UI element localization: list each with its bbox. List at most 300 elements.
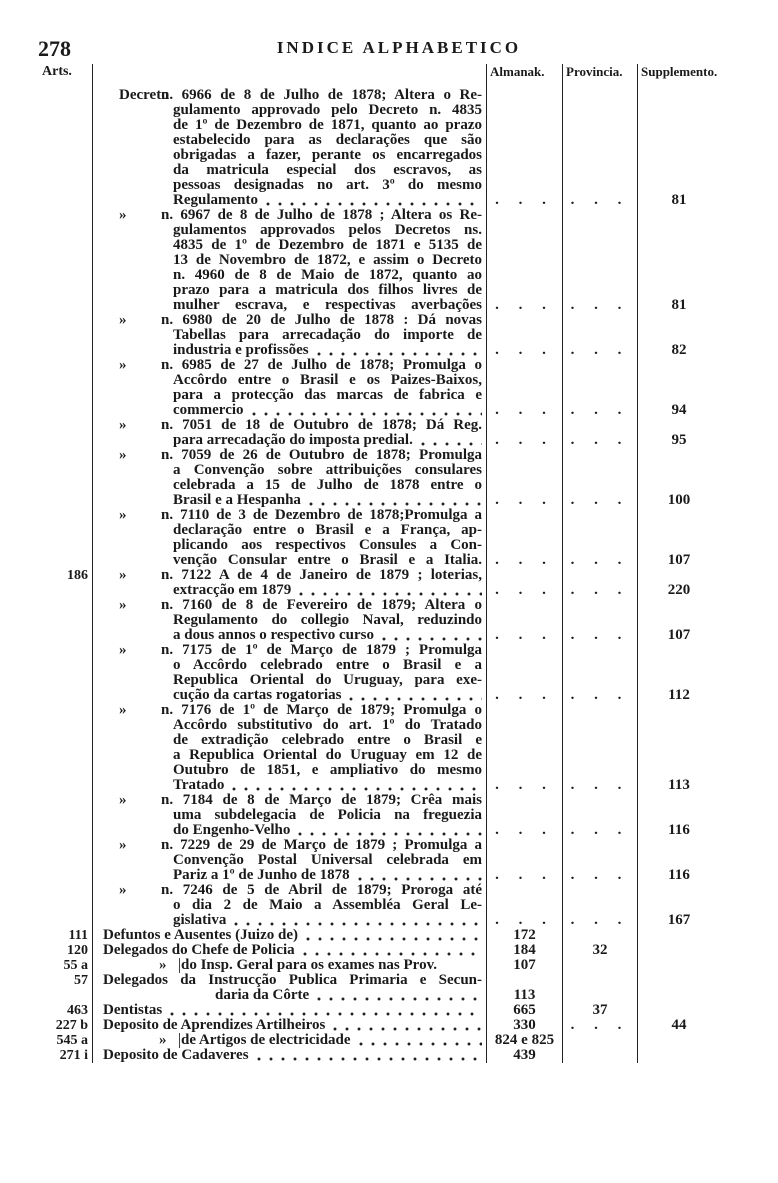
entry-text-cell	[92, 103, 487, 118]
provincia-page	[563, 853, 638, 868]
provincia-page: . . .	[563, 868, 638, 883]
entry-text-cell	[92, 523, 487, 538]
supplemento-page: 113	[668, 777, 690, 793]
supplemento-page	[638, 508, 720, 523]
entry-text-cell	[92, 1003, 487, 1018]
dot-leader	[329, 1018, 482, 1033]
entry-text-cell	[92, 193, 487, 208]
table-row	[30, 448, 723, 463]
table-row	[30, 733, 723, 748]
entry-text-cell	[92, 328, 487, 343]
ditto-mark: »	[119, 792, 127, 808]
entry-text: Tratado	[173, 778, 225, 793]
ditto-mark: »	[119, 837, 127, 853]
table-row	[30, 943, 723, 958]
entry-text-line	[161, 703, 482, 718]
supplemento-page	[638, 328, 720, 343]
supplemento-page	[638, 388, 720, 403]
almanak-page	[487, 598, 563, 613]
entry-text-line	[173, 463, 482, 478]
almanak-page	[487, 853, 563, 868]
arts-number	[30, 988, 92, 1003]
supplemento-page	[638, 703, 720, 718]
entry-text: Republica Oriental do Uruguay, para exe-	[173, 673, 482, 688]
almanak-page	[487, 118, 563, 133]
entry-text-cell	[92, 793, 487, 808]
entry-text-line	[173, 493, 482, 508]
arts-number	[30, 478, 92, 493]
almanak-page	[487, 463, 563, 478]
almanak-page	[487, 838, 563, 853]
almanak-page	[487, 703, 563, 718]
arts-number	[30, 463, 92, 478]
entry-text-line	[103, 1048, 482, 1063]
almanak-page	[487, 268, 563, 283]
almanak-page: . . .	[487, 343, 563, 358]
entry-text-line	[173, 823, 482, 838]
dot-leader	[294, 823, 482, 838]
provincia-page: . . .	[563, 778, 638, 793]
supplemento-page	[638, 838, 720, 853]
table-row	[30, 133, 723, 148]
dot-leader	[313, 988, 482, 1003]
provincia-page	[563, 418, 638, 433]
almanak-page	[487, 643, 563, 658]
supplemento-page	[638, 163, 720, 178]
table-row	[30, 223, 723, 238]
provincia-page: . . .	[563, 823, 638, 838]
entry-text-cell	[92, 628, 487, 643]
almanak-page: . . .	[487, 298, 563, 313]
header-almanak: Almanak.	[487, 64, 563, 88]
entry-text-cell	[92, 163, 487, 178]
table-row	[30, 583, 723, 598]
entry-text-line	[173, 733, 482, 748]
almanak-page	[487, 358, 563, 373]
table-row	[30, 553, 723, 568]
entry-text-line	[173, 748, 482, 763]
almanak-page: . . .	[487, 583, 563, 598]
entry-text-cell	[92, 583, 487, 598]
arts-number	[30, 313, 92, 328]
table-row	[30, 1033, 723, 1048]
almanak-page: . . .	[487, 553, 563, 568]
entry-text: Convenção Postal Universal celebrada em	[173, 853, 482, 868]
supplemento-page: 107	[667, 627, 691, 643]
entry-text: n. 7229 de 29 de Março de 1879 ; Promulga a	[161, 838, 482, 853]
arts-number	[30, 238, 92, 253]
entry-text-line	[161, 598, 482, 613]
entry-text-line	[173, 118, 482, 133]
dot-leader	[302, 928, 482, 943]
table-row	[30, 673, 723, 688]
supplemento-page	[638, 1003, 720, 1018]
almanak-page: . . .	[487, 778, 563, 793]
provincia-page	[563, 988, 638, 1003]
arts-number	[30, 883, 92, 898]
entry-text: n. 7246 de 5 de Abril de 1879; Proroga até	[161, 883, 482, 898]
column-rule	[179, 1033, 180, 1048]
table-row	[30, 793, 723, 808]
entry-text-cell	[92, 1048, 487, 1063]
entry-text-line	[181, 1033, 482, 1048]
entry-text: Delegados da Instrucção Publica Primaria e Secun-	[103, 973, 482, 988]
entry-text: n. 4960 de 8 de Maio de 1872, quanto ao	[173, 268, 482, 283]
table-row	[30, 838, 723, 853]
entry-text: para a protecção das marcas de fabrica e	[173, 388, 482, 403]
arts-number	[30, 913, 92, 928]
entry-text-line	[173, 433, 482, 448]
almanak-page: . . .	[487, 913, 563, 928]
table-row	[30, 178, 723, 193]
almanak-page: 184	[487, 943, 563, 958]
arts-number: 57	[74, 973, 88, 988]
provincia-page: 37	[563, 1003, 638, 1018]
entry-text-cell	[92, 853, 487, 868]
entry-text-cell	[92, 508, 487, 523]
entry-text: n. 7051 de 18 de Outubro de 1878; Dá Reg.	[161, 418, 482, 433]
supplemento-page	[638, 958, 720, 973]
entry-text-cell	[92, 748, 487, 763]
supplemento-page	[638, 763, 720, 778]
header-provincia: Provincia.	[563, 64, 638, 88]
almanak-page	[487, 808, 563, 823]
almanak-page	[487, 763, 563, 778]
almanak-page	[487, 418, 563, 433]
entry-text-cell	[92, 283, 487, 298]
provincia-page	[563, 763, 638, 778]
table-row	[30, 748, 723, 763]
entry-text-cell	[92, 943, 487, 958]
supplemento-page	[638, 448, 720, 463]
entry-text: Pariz a 1º de Junho de 1878	[173, 868, 350, 883]
entry-text-line	[173, 478, 482, 493]
arts-number	[30, 253, 92, 268]
supplemento-page: 82	[671, 342, 687, 358]
supplemento-page	[638, 523, 720, 538]
table-row	[30, 508, 723, 523]
supplemento-page	[638, 118, 720, 133]
provincia-page	[563, 898, 638, 913]
entry-text-line	[103, 1003, 482, 1018]
supplemento-page	[638, 253, 720, 268]
header-arts: Arts.	[42, 64, 72, 79]
table-row	[30, 913, 723, 928]
entry-text-line	[173, 163, 482, 178]
almanak-page: . . .	[487, 433, 563, 448]
almanak-page	[487, 568, 563, 583]
arts-number	[30, 103, 92, 118]
dot-leader	[248, 403, 482, 418]
almanak-page	[487, 658, 563, 673]
supplemento-page: 44	[671, 1017, 687, 1033]
entry-text-cell	[92, 88, 487, 103]
provincia-page	[563, 523, 638, 538]
entry-text: n. 7175 de 1º de Março de 1879 ; Promulga	[161, 643, 482, 658]
entry-text-line	[181, 958, 482, 973]
supplemento-page: 167	[667, 912, 691, 928]
provincia-page	[563, 178, 638, 193]
entry-text-cell	[92, 868, 487, 883]
entry-text-line	[173, 658, 482, 673]
supplemento-page	[638, 133, 720, 148]
entry-text: Deposito de Aprendizes Artilheiros	[103, 1018, 326, 1033]
dot-leader	[295, 583, 482, 598]
arts-number	[30, 628, 92, 643]
provincia-page	[563, 133, 638, 148]
provincia-page	[563, 883, 638, 898]
table-row	[30, 808, 723, 823]
entry-text: Tabellas para arrecadação do importe de	[173, 328, 482, 343]
entry-text-cell	[92, 478, 487, 493]
supplemento-page	[638, 478, 720, 493]
entry-text-cell	[92, 988, 487, 1003]
arts-number	[30, 118, 92, 133]
table-header	[30, 64, 723, 88]
almanak-page: 113	[487, 988, 563, 1003]
table-body	[30, 88, 723, 1063]
entry-text: extracção em 1879	[173, 583, 292, 598]
provincia-page	[563, 718, 638, 733]
supplemento-page	[638, 358, 720, 373]
supplemento-page	[638, 178, 720, 193]
supplemento-page	[638, 538, 720, 553]
page-title: INDICE ALPHABETICO	[276, 38, 522, 57]
dot-leader	[228, 778, 482, 793]
arts-number	[30, 613, 92, 628]
entry-text-line	[173, 253, 482, 268]
entry-text-cell	[92, 553, 487, 568]
provincia-page	[563, 253, 638, 268]
dot-leader	[354, 868, 482, 883]
table-row	[30, 568, 723, 583]
entry-text-cell	[92, 613, 487, 628]
ditto-mark: »	[119, 567, 127, 583]
entry-text-cell	[92, 703, 487, 718]
table-row	[30, 628, 723, 643]
entry-text-cell	[92, 1033, 487, 1048]
entry-text-line	[161, 643, 482, 658]
table-row	[30, 388, 723, 403]
entry-text-line	[173, 103, 482, 118]
provincia-page	[563, 958, 638, 973]
supplemento-page	[638, 373, 720, 388]
supplemento-page	[638, 568, 720, 583]
arts-number	[30, 553, 92, 568]
entry-text-line	[173, 763, 482, 778]
table-row	[30, 928, 723, 943]
table-row	[30, 598, 723, 613]
provincia-page: . . .	[563, 193, 638, 208]
supplemento-page: 81	[671, 192, 687, 208]
table-row	[30, 193, 723, 208]
almanak-page	[487, 523, 563, 538]
almanak-page	[487, 613, 563, 628]
provincia-page	[563, 103, 638, 118]
entry-text-line	[161, 508, 482, 523]
entry-text-cell	[92, 673, 487, 688]
entry-text: do Insp. Geral para os exames nas Prov.	[181, 958, 437, 973]
provincia-page	[563, 223, 638, 238]
arts-number	[30, 763, 92, 778]
entry-text: pessoas designadas no art. 3º do mesmo	[173, 178, 482, 193]
supplemento-page: 95	[671, 432, 687, 448]
almanak-page: . . .	[487, 403, 563, 418]
provincia-page	[563, 118, 638, 133]
dot-leader	[355, 1033, 482, 1048]
almanak-page	[487, 883, 563, 898]
almanak-page: 665	[487, 1003, 563, 1018]
supplemento-page	[638, 463, 720, 478]
dot-leader	[262, 193, 482, 208]
arts-number	[30, 148, 92, 163]
provincia-page	[563, 358, 638, 373]
almanak-page: . . .	[487, 823, 563, 838]
table-row	[30, 163, 723, 178]
entry-text-cell	[92, 388, 487, 403]
entry-text: uma subdelegacia de Policia na freguezia	[173, 808, 482, 823]
table-row	[30, 718, 723, 733]
arts-number	[30, 673, 92, 688]
entry-text: Regulamento do collegio Naval, reduzindo	[173, 613, 482, 628]
entry-text-line	[173, 238, 482, 253]
table-row	[30, 778, 723, 793]
entry-text-cell	[92, 493, 487, 508]
entry-text-cell	[92, 643, 487, 658]
almanak-page	[487, 388, 563, 403]
supplemento-page	[638, 88, 720, 103]
arts-number	[30, 88, 92, 103]
supplemento-page	[638, 643, 720, 658]
provincia-page	[563, 1048, 638, 1063]
almanak-page	[487, 898, 563, 913]
arts-number	[30, 433, 92, 448]
provincia-page	[563, 268, 638, 283]
page-number: 278	[38, 36, 71, 61]
arts-number	[30, 493, 92, 508]
supplemento-page	[638, 793, 720, 808]
arts-number	[30, 208, 92, 223]
arts-number	[30, 193, 92, 208]
almanak-page	[487, 178, 563, 193]
arts-number: 186	[67, 568, 88, 583]
entry-text-line	[173, 538, 482, 553]
supplemento-page	[638, 943, 720, 958]
entry-text: gislativa	[173, 913, 227, 928]
ditto-mark: »	[119, 642, 127, 658]
entry-text-cell	[92, 463, 487, 478]
entry-text-line	[173, 268, 482, 283]
ditto-mark: »	[119, 312, 127, 328]
entry-text-line	[173, 613, 482, 628]
entry-text-cell	[92, 268, 487, 283]
almanak-page	[487, 88, 563, 103]
arts-number	[30, 223, 92, 238]
supplemento-page	[638, 208, 720, 223]
table-row	[30, 613, 723, 628]
provincia-page	[563, 748, 638, 763]
provincia-page	[563, 658, 638, 673]
ditto-mark: »	[119, 417, 127, 433]
supplemento-page	[638, 223, 720, 238]
entry-text-line	[103, 928, 482, 943]
provincia-page	[563, 793, 638, 808]
entry-text-line	[173, 373, 482, 388]
entry-text-cell	[92, 538, 487, 553]
entry-text-line	[103, 943, 482, 958]
supplemento-page	[638, 1048, 720, 1063]
provincia-page: . . .	[563, 1018, 638, 1033]
arts-number	[30, 853, 92, 868]
entry-text: Defuntos e Ausentes (Juizo de)	[103, 928, 298, 943]
entry-text: da matricula especial dos escravos, as	[173, 163, 482, 178]
entry-text: 4835 de 1º de Dezembro de 1871 e 5135 de	[173, 238, 482, 253]
entry-text-line	[161, 418, 482, 433]
provincia-page	[563, 88, 638, 103]
almanak-page	[487, 733, 563, 748]
dot-leader	[313, 343, 482, 358]
header-supplemento: Supplemento.	[641, 64, 718, 79]
entry-text-cell	[92, 373, 487, 388]
header-entry	[92, 64, 487, 88]
provincia-page	[563, 538, 638, 553]
entry-text: mulher escrava, e respectivas averbações	[173, 298, 482, 313]
entry-text: celebrada a 15 de Julho de 1878 entre o	[173, 478, 482, 493]
entry-text-line	[173, 133, 482, 148]
entry-text-cell	[92, 118, 487, 133]
supplemento-page	[638, 148, 720, 163]
almanak-page	[487, 448, 563, 463]
provincia-page: 32	[563, 943, 638, 958]
entry-text: cução da cartas rogatorias	[173, 688, 342, 703]
entry-text-line	[173, 193, 482, 208]
arts-number	[30, 373, 92, 388]
table-row	[30, 523, 723, 538]
arts-number: 271 i	[59, 1048, 88, 1063]
entry-text-cell	[92, 178, 487, 193]
entry-text-line	[173, 898, 482, 913]
arts-number	[30, 388, 92, 403]
arts-number	[30, 658, 92, 673]
arts-number	[30, 703, 92, 718]
table-row	[30, 658, 723, 673]
entry-text: a Convenção sobre attribuições consulares	[173, 463, 482, 478]
provincia-page	[563, 463, 638, 478]
entry-text: n. 7184 de 8 de Março de 1879; Crêa mais	[161, 793, 482, 808]
table-row	[30, 898, 723, 913]
almanak-page	[487, 148, 563, 163]
almanak-page	[487, 133, 563, 148]
almanak-page	[487, 223, 563, 238]
entry-text: n. 6980 de 20 de Julho de 1878 : Dá novas	[161, 313, 482, 328]
almanak-page	[487, 283, 563, 298]
entry-text-cell	[92, 838, 487, 853]
entry-text-cell	[92, 253, 487, 268]
supplemento-page	[638, 718, 720, 733]
arts-number	[30, 343, 92, 358]
provincia-page	[563, 1033, 638, 1048]
entry-text: 13 de Novembro de 1872, e assim o Decreto	[173, 253, 482, 268]
entry-text-cell	[92, 238, 487, 253]
arts-number	[30, 163, 92, 178]
arts-number: 111	[68, 928, 88, 943]
provincia-page	[563, 838, 638, 853]
dot-leader	[253, 1048, 482, 1063]
arts-number: 227 b	[55, 1018, 88, 1033]
supplemento-page	[638, 313, 720, 328]
entry-text: do Engenho-Velho	[173, 823, 291, 838]
arts-number	[30, 643, 92, 658]
